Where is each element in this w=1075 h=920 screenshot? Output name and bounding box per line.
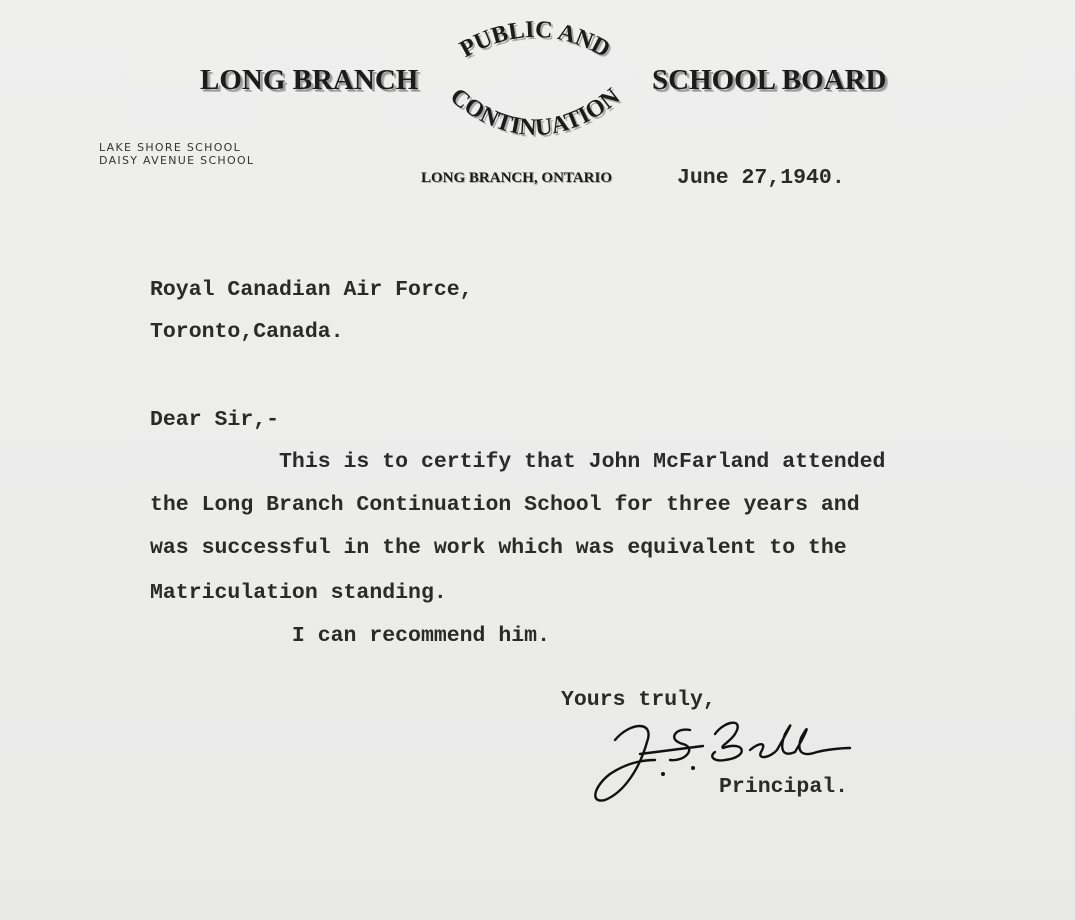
salutation: Dear Sir,- bbox=[150, 408, 280, 432]
body-line: Matriculation standing. bbox=[150, 581, 447, 605]
body-line: I can recommend him. bbox=[150, 624, 550, 648]
letterhead-arc-top bbox=[425, 4, 645, 72]
school-name: DAISY AVENUE SCHOOL bbox=[99, 154, 255, 167]
recipient-line: Toronto,Canada. bbox=[150, 320, 344, 344]
letterhead-left: LONG BRANCH bbox=[200, 64, 419, 96]
body-line: the Long Branch Continuation School for three years and bbox=[150, 493, 860, 517]
arc-top-text: PUBLIC AND bbox=[455, 16, 615, 63]
body-line: This is to certify that John McFarland attended bbox=[150, 450, 886, 474]
closing: Yours truly, bbox=[561, 688, 716, 712]
signature-initials bbox=[585, 714, 715, 806]
arc-bottom-text: CONTINUATION bbox=[445, 83, 625, 142]
school-name: LAKE SHORE SCHOOL bbox=[99, 141, 242, 154]
letterhead-right: SCHOOL BOARD bbox=[652, 64, 887, 96]
letterhead-location: LONG BRANCH, ONTARIO bbox=[421, 170, 612, 186]
body-line: was successful in the work which was equivalent to the bbox=[150, 536, 847, 560]
letterhead-arc-bottom bbox=[425, 76, 645, 142]
recipient-line: Royal Canadian Air Force, bbox=[150, 278, 473, 302]
svg-text:PUBLIC AND bbox=[456, 17, 615, 63]
letter-date: June 27,1940. bbox=[677, 166, 845, 190]
signer-title: Principal. bbox=[719, 775, 849, 799]
svg-text:CONTINUATION bbox=[445, 83, 625, 141]
signature-surname bbox=[715, 714, 865, 770]
